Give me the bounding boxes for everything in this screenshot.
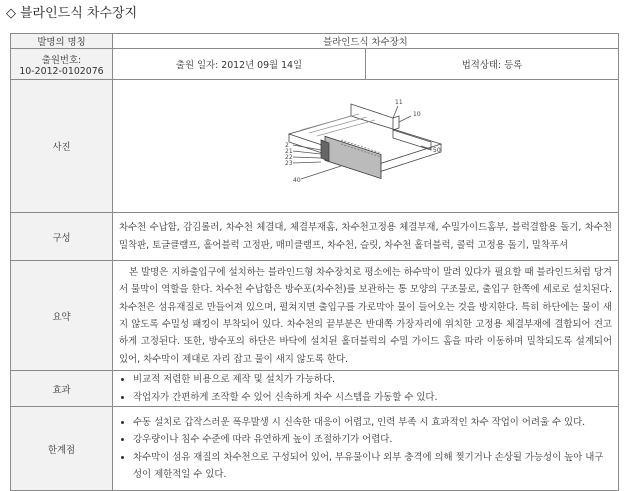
label-22: 22 bbox=[284, 154, 293, 161]
label-21: 21 bbox=[284, 148, 293, 155]
photo-label: 사진 bbox=[11, 80, 113, 213]
shutter-curtain bbox=[325, 136, 381, 178]
floor-steps bbox=[301, 114, 375, 136]
application-number-value: 10-2012-0102076 bbox=[19, 65, 104, 77]
label-2: 2 bbox=[284, 142, 289, 149]
label-50: 50 bbox=[432, 147, 441, 154]
label-10: 10 bbox=[412, 111, 421, 118]
configuration-label: 구성 bbox=[11, 213, 113, 261]
effect-item: • 작업자가 간편하게 조작할 수 있어 신속하게 차수 시스템을 가동할 수 있다. bbox=[133, 389, 612, 407]
holder-block bbox=[321, 140, 329, 161]
application-number-caption: 출원번호: bbox=[41, 54, 82, 66]
effect-item: • 비교적 저렴한 비용으로 제작 및 설치가 가능하다. bbox=[133, 371, 612, 389]
effect-list bbox=[113, 371, 618, 406]
housing-box-side bbox=[393, 116, 399, 130]
limitations-cell bbox=[113, 407, 619, 491]
summary-text: 본 발명은 지하출입구에 설치하는 블라인드형 차수장치로 평소에는 하수막이 말려 있다가 필요할 때 블라인드처럼 당겨서 물막이 역할을 한다. 차수천 수납함은 방수포(차수천)를 보관하는 통 모양의 구조물로, 출입구 한쪽에 세로로 설치된다. 차수천은 섬유재질로 만들어져 있으며, 펼쳐지면 출입구를 가로막아 물이 들어오는 것을 방지한다. 특히 하단에는 물이 새지 않도록 수밀성 패킹이 부착되어 있다. 차수천의 끝부분은 반대쪽 가장자리에 위치한 고정용 체결부재에 결합되어 견고하게 고정된다. 또한, 방수포의 하단은 바닥에 설치된 홀더블럭의 수밀 가이드 홈을 따라 이동하며 밀착되도록 설계되어 있어, 차수막이 제대로 자리 잡고 물이 새지 않도록 한다. bbox=[113, 261, 619, 371]
summary-label: 요약 bbox=[11, 261, 113, 371]
invention-name-label: 발명의 명칭 bbox=[11, 34, 113, 49]
label-40: 40 bbox=[292, 177, 301, 184]
configuration-text: 차수천 수납함, 감김롤러, 차수천 체결대, 체결부재홈, 차수천고정용 체결부재, 수밀가이드홈부, 블럭결합용 돌기, 차수천 밀착판, 토글클램프, 홀어블럭 고정판, 매미클램프, 차수천, 슬릿, 차수천 홀더블럭, 콜럭 고정용 돌기, 밀착푸셔 bbox=[113, 213, 619, 261]
row-application bbox=[11, 49, 619, 80]
row-configuration bbox=[11, 213, 619, 261]
application-date: 출원 일자: 2012년 09월 14일 bbox=[113, 49, 366, 80]
diamond-bullet-icon: ◇ bbox=[6, 6, 16, 21]
limitation-item: • 차수막이 섬유 재질의 차수천으로 구성되어 있어, 부유물이나 외부 충격에 의해 찢기거나 손상될 가능성이 높아 내구성이 제한적일 수 있다. bbox=[133, 449, 612, 484]
effect-cell bbox=[113, 371, 619, 407]
title-text: 블라인드식 차수장지 bbox=[20, 6, 138, 21]
invention-name-value: 블라인드식 차수장치 bbox=[113, 34, 619, 49]
row-limitations bbox=[11, 407, 619, 491]
legal-status: 법적상태: 등록 bbox=[366, 49, 619, 80]
application-number-label bbox=[11, 49, 113, 80]
photo-cell bbox=[113, 80, 619, 213]
limitation-item: • 강우량이나 침수 수준에 따라 유연하게 높이 조절하기가 어렵다. bbox=[133, 431, 612, 449]
effect-label: 효과 bbox=[11, 371, 113, 407]
row-photo bbox=[11, 80, 619, 213]
limitations-list bbox=[113, 414, 618, 484]
row-summary bbox=[11, 261, 619, 371]
limitations-label: 한계점 bbox=[11, 407, 113, 491]
barrier-device-drawing bbox=[281, 96, 451, 196]
label-11: 11 bbox=[394, 99, 403, 106]
label-23: 23 bbox=[284, 160, 293, 167]
row-invention-name bbox=[11, 34, 619, 49]
limitation-item: • 수동 설치로 갑작스러운 폭우발생 시 신속한 대응이 어렵고, 인력 부족 시 효과적인 차수 작업이 어려울 수 있다. bbox=[133, 414, 612, 432]
housing-box bbox=[351, 104, 393, 130]
base-plate-side bbox=[379, 144, 441, 172]
document-title bbox=[6, 5, 137, 23]
row-effect bbox=[11, 371, 619, 407]
patent-info-table bbox=[10, 33, 619, 491]
